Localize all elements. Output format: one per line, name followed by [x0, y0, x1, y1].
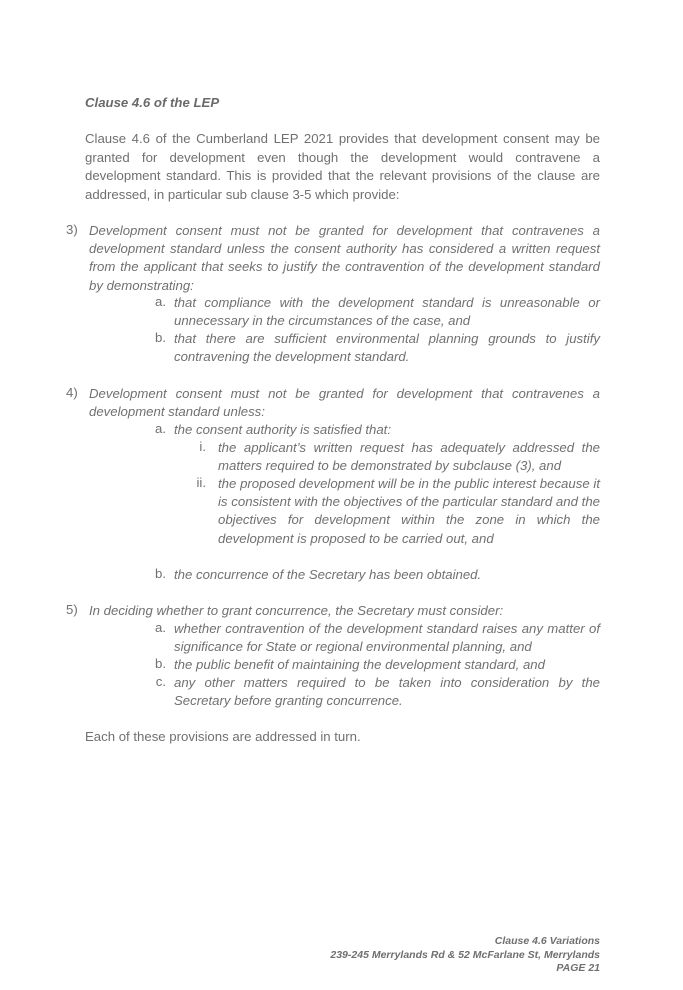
item-text: any other matters required to be taken into consideration by the Secretary before granting concurrence. — [174, 675, 600, 709]
subitem-label: i. — [199, 439, 206, 454]
clause-text: In deciding whether to grant concurrence, the Secretary must consider: — [89, 603, 504, 618]
footer-document-title: Clause 4.6 Variations — [494, 935, 600, 947]
item-text: that compliance with the development standard is unreasonable or unnecessary in the circumstances of the case, and — [174, 295, 600, 329]
section-heading: Clause 4.6 of the LEP — [85, 95, 220, 110]
item-text: that there are sufficient environmental planning grounds to justify contravening the development standard. — [174, 331, 600, 365]
clause-number: 3) — [66, 222, 78, 237]
item-label: b. — [155, 330, 166, 345]
item-label: a. — [155, 421, 166, 436]
subitem-text: the applicant’s written request has adequately addressed the matters required to be demonstrated by subclause (3), and — [218, 440, 600, 474]
subitem-text: the proposed development will be in the public interest because it is consistent with the objectives of the particular standard and the objectives for development within the zone in which the development is proposed to be carried out, and — [218, 476, 600, 546]
footer-page-number: PAGE 21 — [556, 962, 600, 974]
item-label: b. — [155, 656, 166, 671]
page-footer — [330, 935, 600, 976]
item-label: a. — [155, 294, 166, 309]
intro-paragraph: Clause 4.6 of the Cumberland LEP 2021 provides that development consent may be granted for development even though the development would contravene a development standard. This is provided that the relevant provisions of the clause are addressed, in particular sub clause 3-5 which provide: — [85, 131, 600, 202]
item-text: the public benefit of maintaining the development standard, and — [174, 657, 545, 672]
subitem-label: ii. — [196, 475, 206, 490]
footer-address: 239-245 Merrylands Rd & 52 McFarlane St, Merrylands — [330, 948, 600, 961]
clause-number: 5) — [66, 602, 78, 617]
item-label: c. — [155, 674, 166, 689]
clause-number: 4) — [66, 385, 78, 400]
item-text: the consent authority is satisfied that: — [174, 422, 391, 437]
item-text: whether contravention of the development standard raises any matter of significance for State or regional environmental planning, and — [174, 621, 600, 655]
clause-text: Development consent must not be granted for development that contravenes a development standard unless: — [89, 386, 600, 420]
item-label: a. — [155, 620, 166, 635]
item-text: the concurrence of the Secretary has been obtained. — [174, 567, 482, 582]
clause-text: Development consent must not be granted for development that contravenes a development standard unless the consent authority has considered a written request from the applicant that seeks to justify the contravention of the development standard by demonstrating: — [89, 223, 600, 293]
item-label: b. — [155, 566, 166, 581]
closing-paragraph: Each of these provisions are addressed in turn. — [85, 729, 361, 744]
